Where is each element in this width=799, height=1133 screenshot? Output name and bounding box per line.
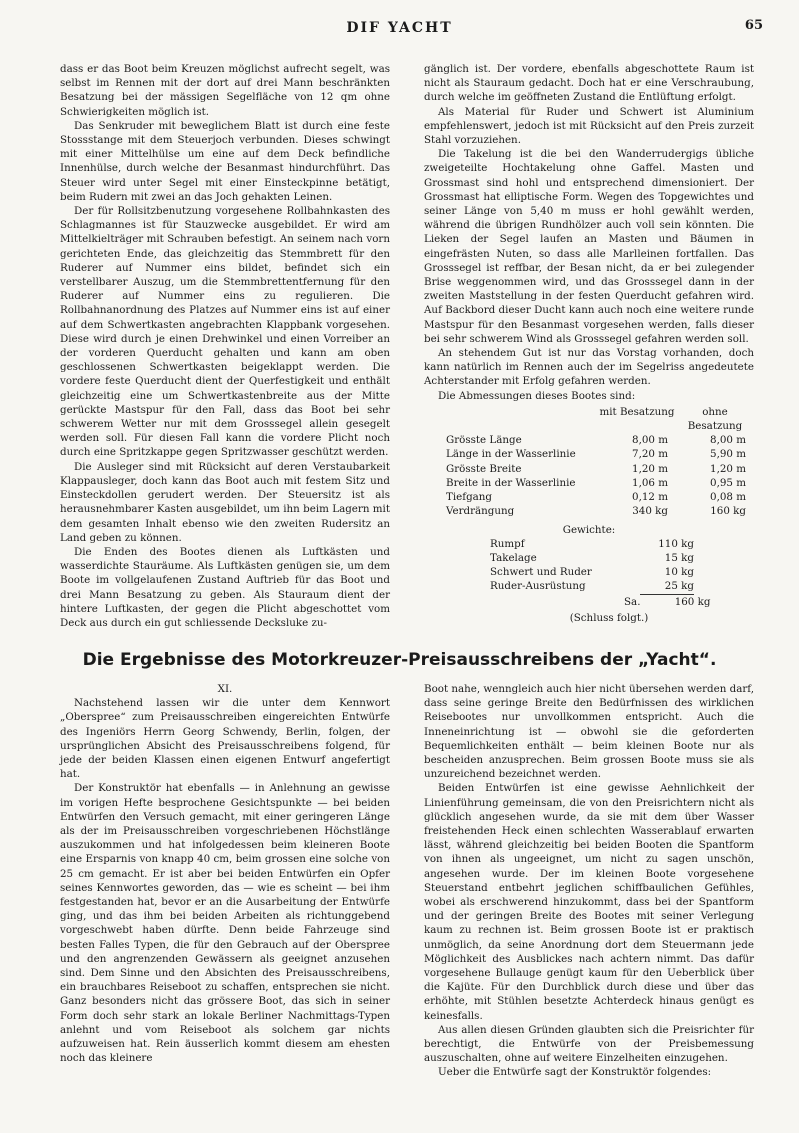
specs-col-without: ohne Besatzung [687, 405, 743, 433]
spec-row: Grösste Länge 8,00 m 8,00 m [446, 434, 746, 447]
specs-intro: Die Abmessungen dieses Bootes sind: [438, 389, 636, 402]
weights-sum-label: Sa. [624, 595, 641, 608]
spec-row: Tiefgang 0,12 m 0,08 m [446, 491, 746, 504]
paragraph: Nachstehend lassen wir die unter dem Kennwort „Oberspree“ zum Preisausschreiben eingereichten Entwürfe des Ingeniörs Herrn Georg Schwendy, Berlin, folgen, der ursprünglichen Absicht des Preisausschreibens folgend, für jede der beiden Klassen einen eigenen Entwurf angefertigt hat. [60, 697, 390, 781]
paragraph: Ueber die Entwürfe sagt der Konstruktör folgendes: [438, 1066, 712, 1079]
weights-title: Gewichte: [562, 523, 616, 536]
page-number: 65 [744, 18, 763, 33]
weight-row: Rumpf 110 kg [490, 537, 694, 550]
paragraph: Die Takelung ist die bei den Wanderrudergigs übliche zweigeteilte Hochtakelung ohne Gaffel. Masten und Grossmast sind hohl und entsprechend dimensioniert. Der Grossmast hat elliptische Form. Wegen des Topgewichtes und seiner Länge von 5,40 m muss er hohl gewählt werden, während die übrigen Rundhölzer auch voll sein könnten. Die Lieken der Segel laufen an Masten und Bäumen in eingefrästen Nuten, so dass alle Marlleinen fortfallen. Das Grosssegel ist reffbar, der Besan nicht, da er bei zulegender Brise weggenommen wird, und das Grosssegel dann in der zweiten Maststellung in der festen Querducht gefahren wird. Auf Backbord dieser Ducht kann auch noch eine weitere runde Mastspur für den Besanmast vorgesehen werden, falls dieser bei sehr schwerem Wind als Grosssegel gefahren werden soll. [424, 148, 754, 345]
paragraph: Die Enden des Bootes dienen als Luftkästen und wasserdichte Stauräume. Als Luftkästen genügen sie, um dem Boote im vollgelaufenen Zustand Auftrieb für das Boot und drei Mann Besatzung zu geben. Als Stauraum dient der hintere Luftkasten, der gegen die Plicht abgeschottet vom Deck aus durch ein gut schliessende Decksluke zu- [60, 545, 390, 629]
paragraph: gänglich ist. Der vordere, ebenfalls abgeschottete Raum ist nicht als Stauraum gedacht. Doch hat er eine Verschraubung, durch welche im geöffneten Zustand die Entlüftung erfolgt. [424, 63, 754, 104]
paragraph: Die Ausleger sind mit Rücksicht auf deren Verstaubarkeit Klappausleger, doch kann das Boot auch mit festem Sitz und Einsteckdollen gerudert werden. Der Steuersitz ist als herausnehmbarer Kasten ausgebildet, um ihn beim Lagern mit dem gesamten Inhalt ebenso wie den zweiten Rudersitz an Land geben zu können. [60, 460, 390, 544]
paragraph: Aus allen diesen Gründen glaubten sich die Preisrichter für berechtigt, die Entwürfe von der Preisbemessung auszuschalten, ohne auf weitere Einzelheiten einzugehen. [424, 1023, 754, 1065]
top-left-column [60, 62, 390, 630]
weight-row: Schwert und Ruder 10 kg [490, 566, 694, 579]
specs-header [424, 405, 754, 433]
weights-table [424, 537, 754, 609]
paragraph: Der Konstruktör hat ebenfalls — in Anlehnung an gewisse im vorigen Hefte besprochene Gesichtspunkte — bei beiden Entwürfen den Versuch gemacht, mit einer geringeren Länge als der im Preisausschreiben vorgeschriebenen Höchstlänge auszukommen und hat infolgedessen beim kleineren Boote eine Ersparnis von knapp 40 cm, beim grossen eine solche von 25 cm gemacht. Er ist aber bei beiden Entwürfen ein Opfer seines Kennwortes geworden, das — wie es scheint — bei ihm festgestanden hat, bevor er an die Ausarbeitung der Entwürfe ging, und das ihm bei beiden Arbeiten als richtunggebend vorgeschwebt haben dürfte. Denn beide Fahrzeuge sind besten Falles Typen, die für den Gebrauch auf der Oberspree und den angrenzenden Gewässern als geeignet anzusehen sind. Dem Sinne und den Absichten des Preisausschreibens, ein brauchbares Reiseboot zu schaffen, entsprechen sie nicht. Ganz besonders nicht das grössere Boot, das sich in seiner Form doch sehr stark an lokale Berliner Nachmittags-Typen anlehnt und vom Reiseboot als solchem gar nichts aufzuweisen hat. Rein äusserlich kommt diesem am ehesten noch das kleinere [60, 782, 390, 1065]
article-left-column [60, 682, 390, 1065]
spec-row: Länge in der Wasserlinie 7,20 m 5,90 m [446, 448, 746, 461]
continuation-note: (Schluss folgt.) [569, 611, 649, 624]
weights-sum-value: 160 kg [674, 595, 711, 608]
spec-row: Verdrängung 340 kg 160 kg [446, 505, 746, 518]
weight-row: Ruder-Ausrüstung 25 kg [490, 579, 754, 594]
running-title: DIF YACHT [346, 20, 453, 36]
specs-table [424, 433, 754, 518]
spec-row: Breite in der Wasserlinie 1,06 m 0,95 m [446, 476, 746, 489]
paragraph: Der für Rollsitzbenutzung vorgesehene Rollbahnkasten des Schlagmannes ist für Stauzwecke ausgebildet. Er wird am Mittelkielträger mit Schrauben befestigt. An seinem nach vorn gerichteten Ende, das gleichzeitig das Stemmbrett für den Ruderer auf Nummer eins bildet, befindet sich ein verstellbarer Auszug, um die Stemmbrettentfernung für den Ruderer auf Nummer eins zu regulieren. Die Rollbahnanordnung des Platzes auf Nummer eins ist auf einer auf dem Schwertkasten angebrachten Klappbank vorgesehen. Diese wird durch je einen Drehwinkel und einen Vorreiber an der vorderen Querducht gehalten und kann am oben geschlossenen Schwertkasten beigeklappt werden. Die vordere feste Querducht dient der Querfestigkeit und enthält gleichzeitig eine um Schwertkastenbreite aus der Mitte gerückte Mastspur für den Fall, dass das Boot bei sehr schwerem Wetter nur mit dem Grosssegel allein gesegelt werden soll. Für diesen Fall kann die vordere Plicht noch durch eine Spritzkappe gegen Spritzwasser geschützt werden. [60, 205, 390, 459]
paragraph: Boot nahe, wenngleich auch hier nicht übersehen werden darf, dass seine geringe Breite den Bedürfnissen des wirklichen Reisebootes nur unvollkommen entspricht. Auch die Inneneinrichtung ist — obwohl sie die geforderten Bequemlichkeiten enthält — beim kleinen Boote nur als bescheiden anzusprechen. Beim grossen Boote muss sie als unzureichend bezeichnet werden. [424, 683, 754, 781]
weight-row: Takelage 15 kg [490, 551, 694, 564]
paragraph: Als Material für Ruder und Schwert ist Aluminium empfehlenswert, jedoch ist mit Rücksicht auf den Preis zurzeit Stahl vorzuziehen. [424, 105, 754, 147]
top-right-column [424, 62, 754, 625]
article-title: Die Ergebnisse des Motorkreuzer-Preisausschreibens der „Yacht“. [82, 650, 717, 670]
weights-sum [624, 595, 754, 609]
paragraph: dass er das Boot beim Kreuzen möglichst aufrecht segelt, was selbst im Rennen mit der dort auf drei Mann beschränkten Besatzung bei der mässigen Segelfläche von 12 qm ohne Schwierigkeiten möglich ist. [60, 63, 390, 118]
paragraph: An stehendem Gut ist nur das Vorstag vorhanden, doch kann natürlich im Rennen auch der im Segelriss angedeutete Achterstander mit Erfolg gefahren werden. [424, 347, 754, 388]
spec-row: Grösste Breite 1,20 m 1,20 m [446, 462, 746, 475]
article-right-column [424, 682, 754, 1080]
specs-col-with: mit Besatzung [599, 405, 675, 418]
paragraph: Beiden Entwürfen ist eine gewisse Aehnlichkeit der Linienführung gemeinsam, die von den Preisrichtern nicht als glücklich angesehen wurde, da sie mit dem über Wasser freistehenden Heck einen schlechten Wasserablauf erwarten lässt, während gleichzeitig bei beiden Booten die Spantform von ihnen als ungeeignet, um nicht zu sagen unschön, angesehen wurde. Der im kleinen Boote vorgesehene Steuerstand entbehrt jeglichen schiffbaulichen Gefühles, wobei als erschwerend hinzukommt, dass bei der Spantform und der geringen Breite des Bootes mit seiner Verlegung kaum zu rechnen ist. Beim grossen Boote ist er praktisch unmöglich, da seine Anordnung dort dem Steuermann jede Möglichkeit des Ausblickes nach achtern nimmt. Das dafür vorgesehene Bullauge genügt kaum für den Ueberblick über die Kajüte. Für den Durchblick durch diese und über das erhöhte, mit Stühlen besetzte Achterdeck hinaus genügt es keinesfalls. [424, 782, 754, 1022]
article-part-number: XI. [217, 683, 233, 695]
paragraph: Das Senkruder mit beweglichem Blatt ist durch eine feste Stossstange mit dem Steuerjoch verbunden. Dieses schwingt mit einer Mittelhülse um eine auf dem Deck befindliche Innenhülse, durch welche der Besanmast hindurchführt. Das Steuer wird unter Segel mit einer Einsteckpinne betätigt, beim Rudern mit zwei an das Joch gehakten Leinen. [60, 119, 390, 203]
